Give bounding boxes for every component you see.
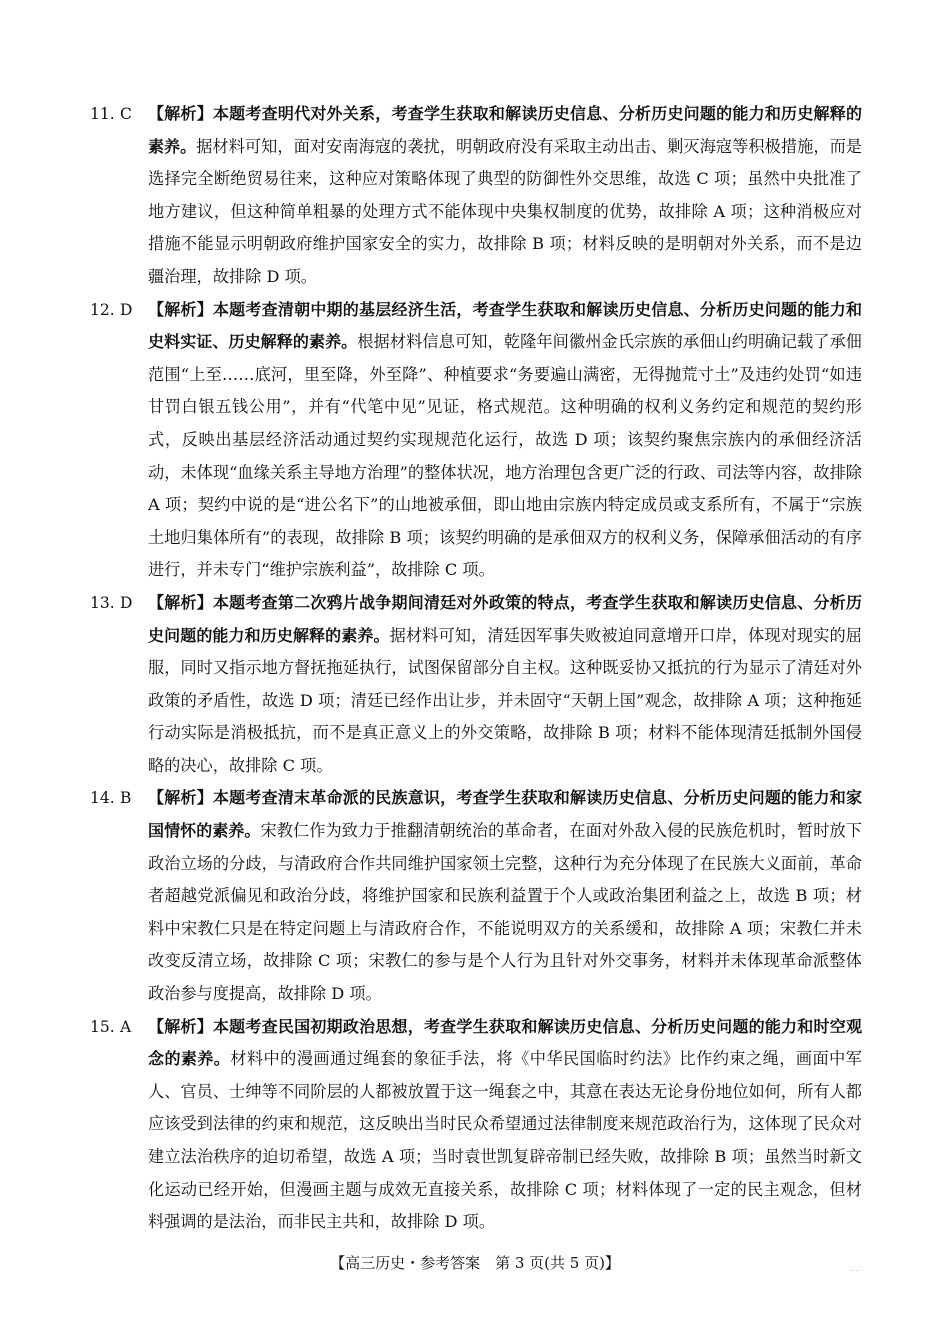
explanation-body: 据材料可知，面对安南海寇的袭扰，明朝政府没有采取主动出击、剿灭海寇等积极措施，而是选择完全断绝贸易往来，这种应对策略体现了典型的防御性外交思维，故选 C 项；虽然中央批准了地方建议，但这种简单粗暴的处理方式不能体现中央集权制度的优势，故排除 A 项；这种消极应对措施不能显示明朝政府维护国家安全的实力，故排除 B 项；材料反映的是明朝对外关系，而不是边疆治理，故排除 D 项。 bbox=[148, 136, 862, 286]
explanation-body: 宋教仁作为致力于推翻清朝统治的革命者，在面对外敌入侵的民族危机时，暂时放下政治立场的分歧，与清政府合作共同维护国家领土完整，这种行为充分体现了在民族大义面前，革命者超越党派偏见和政治分歧，将维护国家和民族利益置于个人或政治集团利益之上，故选 B 项；材料中宋教仁只是在特定问题上与清政府合作，不能说明双方的关系缓和，故排除 A 项；宋教仁并未改变反清立场，故排除 C 项；宋教仁的参与是个人行为且针对外交事务，材料并未体现革命派整体政治参与度提高，故排除 D 项。 bbox=[148, 821, 862, 1004]
answer-item-13 bbox=[90, 587, 862, 783]
explanation-body: 根据材料信息可知，乾隆年间徽州金氏宗族的承佃山约明确记载了承佃范围“上至……底河，里至降，外至降”、种植要求“务要遍山满密，无得抛荒寸土”及违约处罚“如违甘罚白银五钱公用”，并有“代笔中见”见证，格式规范。这种明确的权利义务约定和规范的契约形式，反映出基层经济活动通过契约实现规范化运行，故选 D 项；该契约聚焦宗族内的承佃经济活动，未体现“血缘关系主导地方治理”的整体状况，地方治理包含更广泛的行政、司法等内容，故排除 A 项；契约中说的是“进公名下”的山地被承佃，即山地由宗族内特定成员或支系所有，不属于“宗族土地归集体所有”的表现，故排除 B 项；该契约明确的是承佃双方的权利义务，保障承佃活动的有序进行，并未专门“维护宗族利益”，故排除 C 项。 bbox=[148, 332, 862, 580]
answer-letter: C bbox=[120, 105, 132, 123]
answer-letter: B bbox=[120, 789, 132, 808]
explanation bbox=[148, 782, 862, 1010]
footer-label: 【高三历史・参考答案 第 3 页(共 5 页)】 bbox=[330, 1254, 620, 1272]
question-number: 15. bbox=[90, 1017, 115, 1036]
answer-item-14 bbox=[90, 782, 862, 1010]
answer-letter: D bbox=[120, 593, 133, 612]
explanation bbox=[148, 294, 862, 587]
question-number: 14. bbox=[90, 789, 115, 808]
explanation-body: 据材料可知，清廷因军事失败被迫同意增开口岸，体现对现实的屈服，同时又指示地方督抚拖延执行，试图保留部分自主权。这种既妥协又抵抗的行为显示了清廷对外政策的矛盾性，故选 D 项；清廷已经作出让步，并未固守“天朝上国”观念，故排除 A 项；这种拖延行动实际是消极抵抗，而不是真正意义上的外交策略，故排除 B 项；材料不能体现清廷抵制外国侵略的决心，故排除 C 项。 bbox=[148, 625, 862, 775]
page-footer bbox=[0, 1252, 950, 1274]
explanation-heading: 【解析】本题考查第二次鸦片战争期间清廷对外政策的特点，考查学生获取和解读历史信息、分析历史问题的能力和历史解释的素养。 bbox=[148, 592, 862, 645]
explanation-body: 材料中的漫画通过绳套的象征手法，将《中华民国临时约法》比作约束之绳，画面中军人、官员、士绅等不同阶层的人都被放置于这一绳套之中，其意在表达无论身份地位如何，所有人都应该受到法律的约束和规范，这反映出当时民众希望通过法律制度来规范政治行为，这体现了民众对建立法治秩序的迫切希望，故选 A 项；当时袁世凯复辟帝制已经失败，故排除 B 项；虽然当时新文化运动已经开始，但漫画主题与成效无直接关系，故排除 C 项；材料体现了一定的民主观念，但材料强调的是法治，而非民主共和，故排除 D 项。 bbox=[148, 1049, 862, 1232]
answer-item-12 bbox=[90, 294, 862, 587]
answer-item-11 bbox=[90, 98, 862, 294]
explanation-heading: 【解析】本题考查清末革命派的民族意识，考查学生获取和解读历史信息、分析历史问题的能力和家国情怀的素养。 bbox=[148, 788, 862, 841]
question-number: 13. bbox=[90, 593, 115, 612]
explanation-heading: 【解析】本题考查清朝中期的基层经济生活，考查学生获取和解读历史信息、分析历史问题的能力和史料实证、历史解释的素养。 bbox=[148, 299, 862, 352]
question-number: 12. bbox=[90, 300, 115, 319]
explanation bbox=[148, 1011, 862, 1239]
explanation bbox=[148, 98, 862, 294]
explanation-heading: 【解析】本题考查民国初期政治思想，考查学生获取和解读历史信息、分析历史问题的能力和时空观念的素养。 bbox=[148, 1016, 862, 1069]
answer-letter: A bbox=[120, 1017, 132, 1036]
answer-key bbox=[90, 98, 862, 1239]
question-number: 11. bbox=[90, 105, 115, 123]
footer-dots: . . bbox=[851, 1264, 859, 1273]
explanation bbox=[148, 587, 862, 783]
answer-letter: D bbox=[120, 300, 133, 319]
explanation-heading: 【解析】本题考查明代对外关系，考查学生获取和解读历史信息、分析历史问题的能力和历史解释的素养。 bbox=[148, 104, 862, 156]
answer-item-15 bbox=[90, 1011, 862, 1239]
